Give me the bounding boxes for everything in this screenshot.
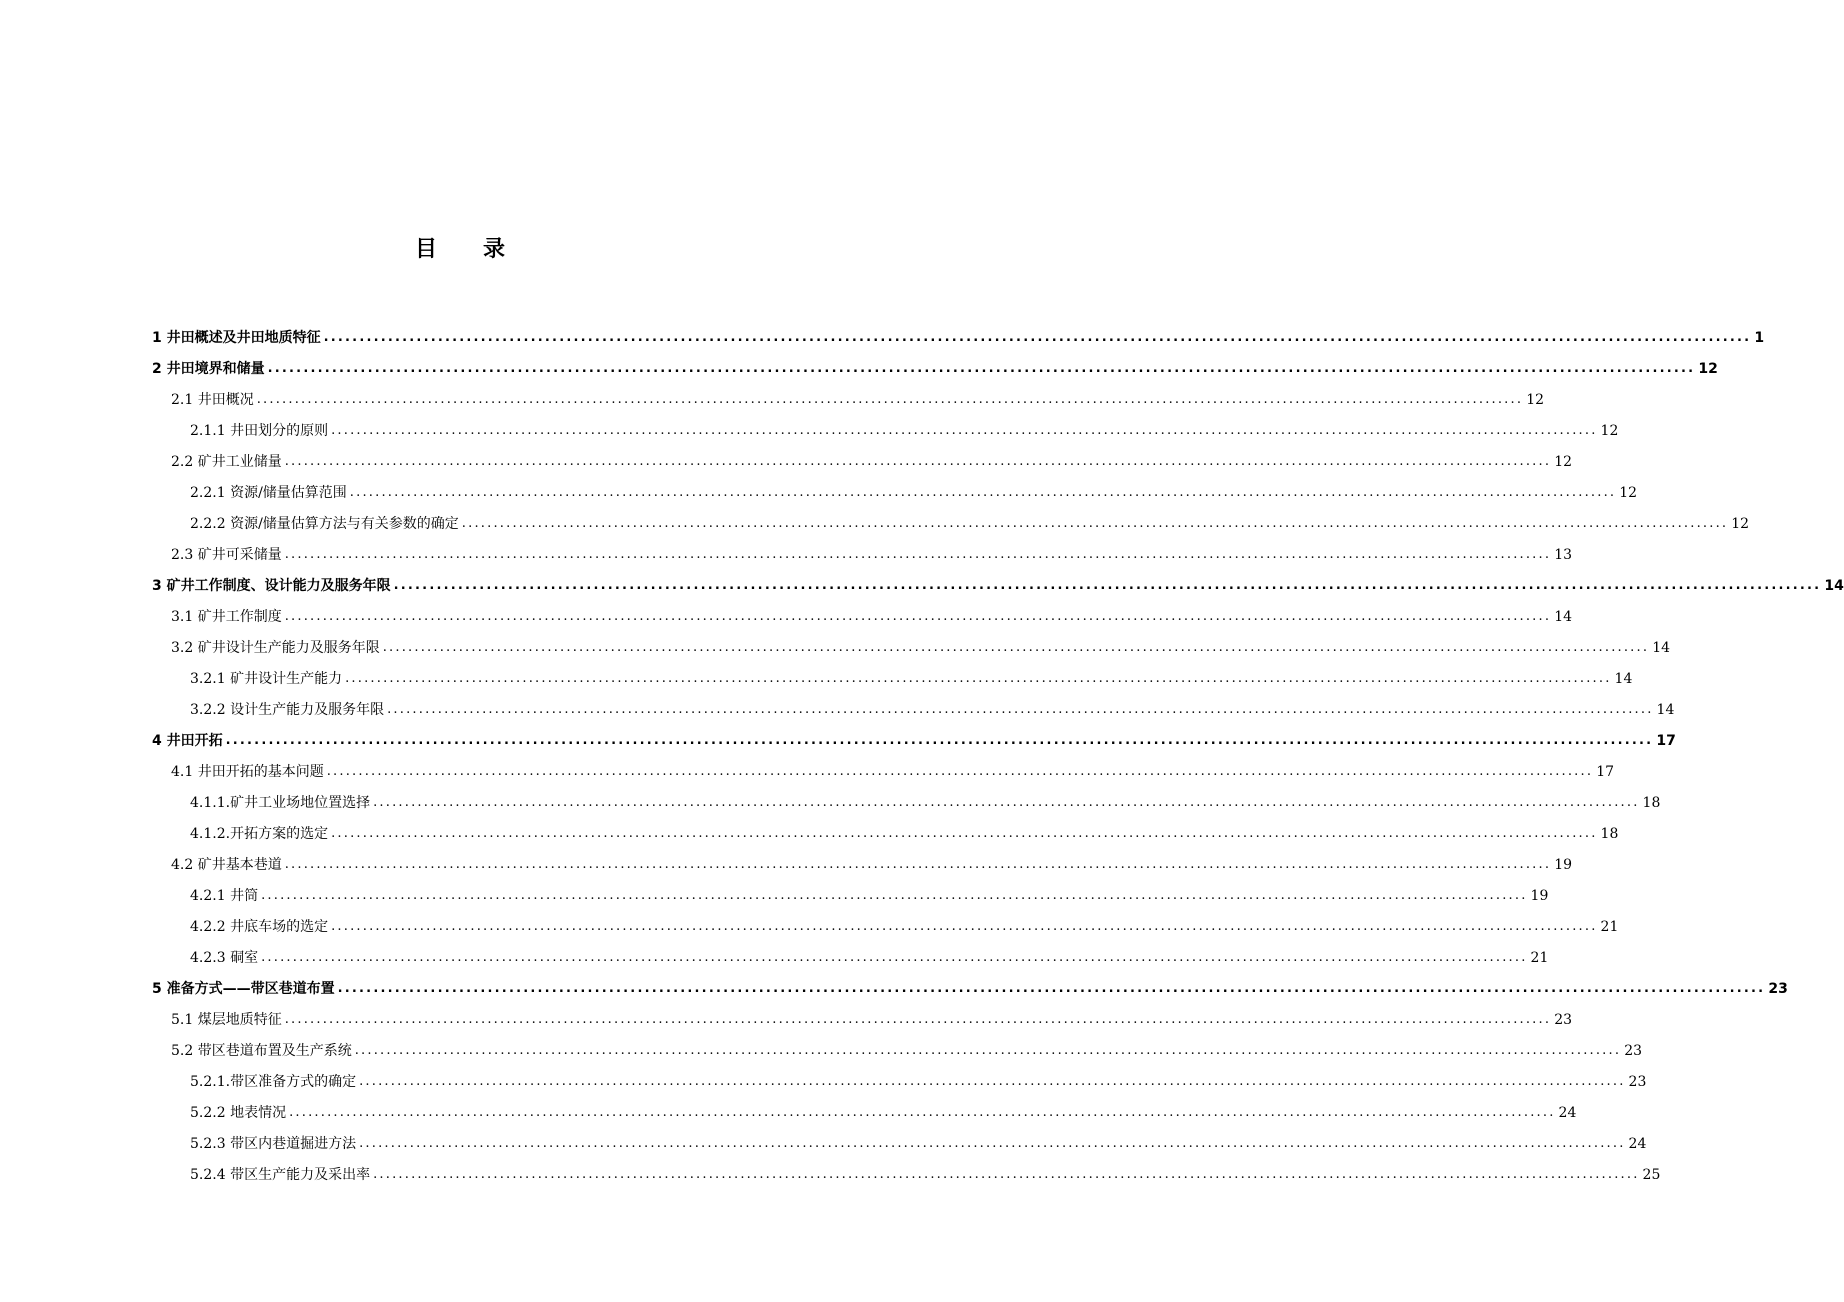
toc-entry[interactable] xyxy=(152,1156,1661,1187)
toc-entry-label: 3.1 矿井工作制度 xyxy=(171,609,282,625)
toc-entry-page: 19 xyxy=(1530,888,1549,904)
toc-entry-page: 23 xyxy=(1624,1043,1643,1059)
toc-entry[interactable] xyxy=(152,753,1615,784)
toc-entry-label: 2.1 井田概况 xyxy=(171,392,254,408)
toc-entry-page: 12 xyxy=(1554,454,1573,470)
toc-entry-label: 4.1.1.矿井工业场地位置选择 xyxy=(190,795,371,811)
toc-leader-dots: ........................................................................................................................................................................................................ xyxy=(331,423,1598,438)
toc-entry[interactable] xyxy=(152,939,1549,970)
toc-entry-label: 3 矿井工作制度、设计能力及服务年限 xyxy=(152,578,391,594)
toc-entry-page: 18 xyxy=(1642,795,1661,811)
toc-entry[interactable] xyxy=(152,1032,1643,1063)
toc-entry[interactable] xyxy=(152,784,1661,815)
toc-entry-label: 4.2 矿井基本巷道 xyxy=(171,857,282,873)
toc-entry-label: 3.2 矿井设计生产能力及服务年限 xyxy=(171,640,380,656)
toc-entry-page: 12 xyxy=(1731,516,1750,532)
toc-entry[interactable] xyxy=(152,567,1844,598)
toc-entry-label: 5.2.3 带区内巷道掘进方法 xyxy=(190,1136,357,1152)
toc-leader-dots: ........................................................................................................................................................................................................ xyxy=(284,857,1552,872)
toc-entry[interactable] xyxy=(152,908,1619,939)
toc-entry-page: 12 xyxy=(1526,392,1545,408)
toc-entry[interactable] xyxy=(152,629,1671,660)
toc-leader-dots: ........................................................................................................................................................................................................ xyxy=(345,671,1612,686)
toc-leader-dots: ........................................................................................................................................................................................................ xyxy=(284,454,1552,469)
toc-leader-dots: ........................................................................................................................................................................................................ xyxy=(284,547,1552,562)
toc-entry-label: 2.2.2 资源/储量估算方法与有关参数的确定 xyxy=(190,516,459,532)
toc-entry-page: 21 xyxy=(1530,950,1549,966)
toc-leader-dots: ........................................................................................................................................................................................................ xyxy=(349,485,1617,500)
toc-leader-dots: ........................................................................................................................................................................................................ xyxy=(261,888,1528,903)
toc-leader-dots: ........................................................................................................................................................................................................ xyxy=(323,330,1752,345)
toc-entry-label: 4.1.2.开拓方案的选定 xyxy=(190,826,329,842)
toc-leader-dots: ........................................................................................................................................................................................................ xyxy=(354,1043,1622,1058)
toc-leader-dots: ........................................................................................................................................................................................................ xyxy=(331,919,1598,934)
toc-entry-page: 23 xyxy=(1768,981,1788,997)
toc-entry-page: 1 xyxy=(1754,330,1765,346)
toc-entry[interactable] xyxy=(152,1125,1647,1156)
toc-entry-label: 5.2.2 地表情况 xyxy=(190,1105,287,1121)
toc-leader-dots: ........................................................................................................................................................................................................ xyxy=(461,516,1729,531)
toc-entry-label: 5.2.1.带区准备方式的确定 xyxy=(190,1074,357,1090)
toc-entry-label: 2.2 矿井工业储量 xyxy=(171,454,282,470)
toc-leader-dots: ........................................................................................................................................................................................................ xyxy=(373,795,1640,810)
toc-entry-page: 14 xyxy=(1652,640,1671,656)
toc-leader-dots: ........................................................................................................................................................................................................ xyxy=(267,361,1696,376)
toc-entry[interactable] xyxy=(152,722,1676,753)
toc-leader-dots: ........................................................................................................................................................................................................ xyxy=(261,950,1528,965)
toc-entry[interactable] xyxy=(152,319,1765,350)
toc-entry-label: 5.2.4 带区生产能力及采出率 xyxy=(190,1167,371,1183)
toc-entry-label: 5.2 带区巷道布置及生产系统 xyxy=(171,1043,352,1059)
toc-leader-dots: ........................................................................................................................................................................................................ xyxy=(359,1074,1626,1089)
toc-entry-label: 4.1 井田开拓的基本问题 xyxy=(171,764,324,780)
toc-entry-page: 17 xyxy=(1596,764,1615,780)
toc-entry-label: 4.2.3 硐室 xyxy=(190,950,259,966)
toc-entry-label: 2 井田境界和储量 xyxy=(152,361,265,377)
toc-entry[interactable] xyxy=(152,660,1633,691)
toc-entry-page: 19 xyxy=(1554,857,1573,873)
toc-entry-page: 14 xyxy=(1554,609,1573,625)
page-title xyxy=(0,232,920,263)
table-of-contents xyxy=(152,319,1844,1187)
toc-entry-page: 14 xyxy=(1824,578,1844,594)
toc-leader-dots: ........................................................................................................................................................................................................ xyxy=(387,702,1654,717)
toc-entry[interactable] xyxy=(152,443,1573,474)
toc-entry[interactable] xyxy=(152,505,1750,536)
toc-entry[interactable] xyxy=(152,877,1549,908)
toc-leader-dots: ........................................................................................................................................................................................................ xyxy=(382,640,1650,655)
toc-entry-label: 3.2.1 矿井设计生产能力 xyxy=(190,671,343,687)
toc-leader-dots: ........................................................................................................................................................................................................ xyxy=(337,981,1766,996)
toc-entry-label: 3.2.2 设计生产能力及服务年限 xyxy=(190,702,385,718)
toc-entry[interactable] xyxy=(152,350,1718,381)
toc-leader-dots: ........................................................................................................................................................................................................ xyxy=(359,1136,1626,1151)
toc-leader-dots: ........................................................................................................................................................................................................ xyxy=(326,764,1594,779)
toc-entry-page: 23 xyxy=(1628,1074,1647,1090)
toc-entry-label: 5.1 煤层地质特征 xyxy=(171,1012,282,1028)
toc-entry-label: 4.2.1 井筒 xyxy=(190,888,259,904)
toc-leader-dots: ........................................................................................................................................................................................................ xyxy=(289,1105,1556,1120)
toc-entry[interactable] xyxy=(152,970,1788,1001)
toc-entry-page: 24 xyxy=(1628,1136,1647,1152)
toc-entry-page: 12 xyxy=(1600,423,1619,439)
toc-entry-page: 24 xyxy=(1558,1105,1577,1121)
toc-entry-label: 2.2.1 资源/储量估算范围 xyxy=(190,485,347,501)
toc-entry-page: 18 xyxy=(1600,826,1619,842)
toc-entry-page: 14 xyxy=(1656,702,1675,718)
title-char-1: 目 xyxy=(414,237,437,262)
toc-entry[interactable] xyxy=(152,1001,1573,1032)
toc-entry-label: 5 准备方式——带区巷道布置 xyxy=(152,981,335,997)
toc-entry-page: 25 xyxy=(1642,1167,1661,1183)
toc-entry-page: 23 xyxy=(1554,1012,1573,1028)
toc-leader-dots: ........................................................................................................................................................................................................ xyxy=(225,733,1654,748)
toc-leader-dots: ........................................................................................................................................................................................................ xyxy=(284,609,1552,624)
toc-entry[interactable] xyxy=(152,381,1545,412)
toc-leader-dots: ........................................................................................................................................................................................................ xyxy=(256,392,1524,407)
toc-entry-page: 13 xyxy=(1554,547,1573,563)
toc-entry-page: 12 xyxy=(1698,361,1718,377)
toc-entry[interactable] xyxy=(152,598,1573,629)
toc-entry-page: 14 xyxy=(1614,671,1633,687)
toc-entry[interactable] xyxy=(152,1063,1647,1094)
toc-entry[interactable] xyxy=(152,815,1619,846)
toc-entry-label: 1 井田概述及井田地质特征 xyxy=(152,330,321,346)
toc-entry-label: 2.1.1 井田划分的原则 xyxy=(190,423,329,439)
toc-entry-label: 2.3 矿井可采储量 xyxy=(171,547,282,563)
toc-entry[interactable] xyxy=(152,536,1573,567)
toc-leader-dots: ........................................................................................................................................................................................................ xyxy=(393,578,1822,593)
toc-leader-dots: ........................................................................................................................................................................................................ xyxy=(284,1012,1552,1027)
toc-entry[interactable] xyxy=(152,691,1675,722)
toc-entry[interactable] xyxy=(152,1094,1577,1125)
title-char-2: 录 xyxy=(483,237,506,262)
toc-entry[interactable] xyxy=(152,412,1619,443)
toc-entry[interactable] xyxy=(152,474,1638,505)
toc-entry-label: 4.2.2 井底车场的选定 xyxy=(190,919,329,935)
toc-leader-dots: ........................................................................................................................................................................................................ xyxy=(331,826,1598,841)
toc-leader-dots: ........................................................................................................................................................................................................ xyxy=(373,1167,1640,1182)
toc-entry-page: 12 xyxy=(1619,485,1638,501)
toc-entry-page: 17 xyxy=(1656,733,1676,749)
toc-entry[interactable] xyxy=(152,846,1573,877)
toc-entry-page: 21 xyxy=(1600,919,1619,935)
toc-entry-label: 4 井田开拓 xyxy=(152,733,223,749)
